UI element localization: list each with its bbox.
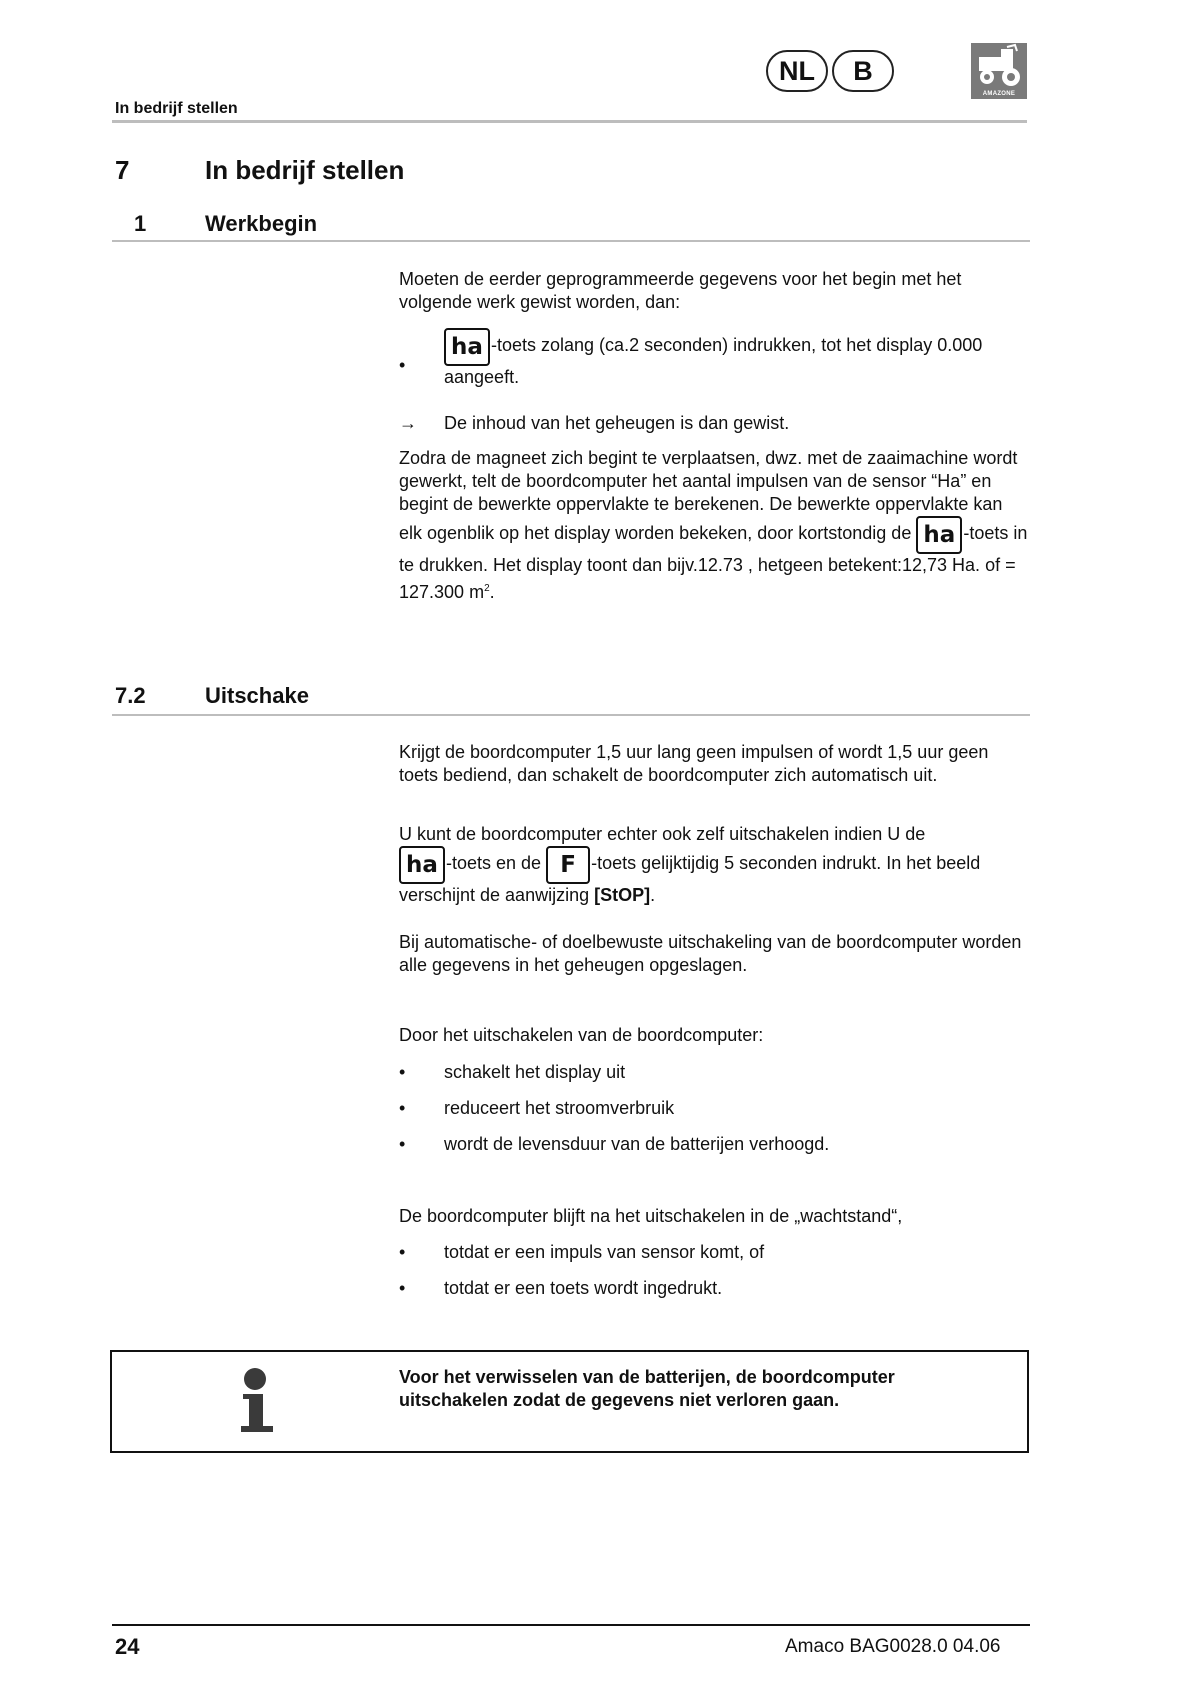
section2-para2-dot: . xyxy=(650,885,656,905)
tractor-icon xyxy=(971,43,1027,89)
language-badge-nl: NL xyxy=(766,50,828,92)
section2-para2 xyxy=(399,823,1029,907)
section1-body xyxy=(399,447,1029,604)
section2-para2-mid: -toets en de xyxy=(446,853,542,873)
section1-number: 1 xyxy=(134,211,147,236)
info-icon xyxy=(238,1368,276,1439)
page-number: 24 xyxy=(115,1634,140,1659)
ha-key-icon: ha xyxy=(399,846,445,884)
superscript-2: 2 xyxy=(484,583,490,594)
ha-key-icon: ha xyxy=(444,328,490,366)
logo-text: AMAZONE xyxy=(982,91,1016,97)
arrow-marker: → xyxy=(399,413,417,433)
section2-para2-start: U kunt de boordcomputer echter ook zelf uitschakelen indien U de xyxy=(399,824,926,844)
running-header: In bedrijf stellen xyxy=(115,100,238,117)
list-item: totdat er een impuls van sensor komt, of xyxy=(444,1242,765,1262)
bullet-marker: • xyxy=(399,1062,406,1082)
bullet-marker: • xyxy=(399,1134,406,1154)
bullet-marker: • xyxy=(399,1098,406,1118)
section2-para1: Krijgt de boordcomputer 1,5 uur lang geen impulsen of wordt 1,5 uur geen toets bediend, dan schakelt de boordcomputer zich automatisch uit. xyxy=(399,742,989,785)
language-badge-b: B xyxy=(832,50,894,92)
ha-key-instruction-text: -toets zolang (ca.2 seconden) indrukken, tot het display 0.000 aangeeft. xyxy=(444,335,983,387)
ha-key-icon: ha xyxy=(916,516,962,554)
amazone-logo xyxy=(971,43,1027,99)
list-item: totdat er een toets wordt ingedrukt. xyxy=(444,1278,723,1298)
footer-rule xyxy=(112,1624,1030,1626)
list-item: schakelt het display uit xyxy=(444,1062,626,1082)
section2-para4: Door het uitschakelen van de boordcomputer: xyxy=(399,1025,764,1045)
ha-key-instruction xyxy=(444,328,1004,389)
bullet-marker: • xyxy=(399,355,406,375)
section1-rule xyxy=(112,240,1030,242)
bullet-marker: • xyxy=(399,1242,406,1262)
section2-title: Uitschake xyxy=(205,683,309,708)
section2-number: 7.2 xyxy=(115,683,146,708)
document-reference: Amaco BAG0028.0 04.06 xyxy=(785,1636,1001,1657)
section2-para3: Bij automatische- of doelbewuste uitschakeling van de boordcomputer worden alle gegevens in het geheugen opgeslagen. xyxy=(399,932,1022,975)
stop-indicator: [StOP] xyxy=(594,885,651,905)
section1-body-part2: -toets in te drukken. Het display toont dan bijv.12.73 , hetgeen betekent:12,73 Ha. of = 127.300 m xyxy=(399,523,1028,602)
header-rule xyxy=(112,120,1027,123)
note-text: Voor het verwisselen van de batterijen, de boordcomputer uitschakelen zodat de gegevens niet verloren gaan. xyxy=(399,1367,895,1410)
section2-para5: De boordcomputer blijft na het uitschakelen in de „wachtstand“, xyxy=(399,1206,903,1226)
result-text: De inhoud van het geheugen is dan gewist. xyxy=(444,413,790,433)
section2-rule xyxy=(112,714,1030,716)
section1-title: Werkbegin xyxy=(205,211,318,236)
section2-para2-end: -toets gelijktijdig 5 seconden indrukt. In het beeld verschijnt de aanwijzing xyxy=(399,853,981,905)
bullet-marker: • xyxy=(399,1278,406,1298)
chapter-title: In bedrijf stellen xyxy=(205,155,405,185)
section1-intro: Moeten de eerder geprogrammeerde gegevens voor het begin met het volgende werk gewist worden, dan: xyxy=(399,269,962,312)
section1-body-end: . xyxy=(489,582,495,602)
list-item: wordt de levensduur van de batterijen verhoogd. xyxy=(444,1134,830,1154)
f-key-icon: F xyxy=(546,846,590,884)
section1-body-part1: Zodra de magneet zich begint te verplaatsen, dwz. met de zaaimachine wordt gewerkt, telt de boordcomputer het aantal impulsen van de sensor “Ha” en begint de bewerkte oppervlakte te berekenen. De bewerkte oppervlakte kan elk ogenblik op het display worden bekeken, door kortstondig de xyxy=(399,448,1018,543)
chapter-number: 7 xyxy=(115,155,130,185)
list-item: reduceert het stroomverbruik xyxy=(444,1098,675,1118)
